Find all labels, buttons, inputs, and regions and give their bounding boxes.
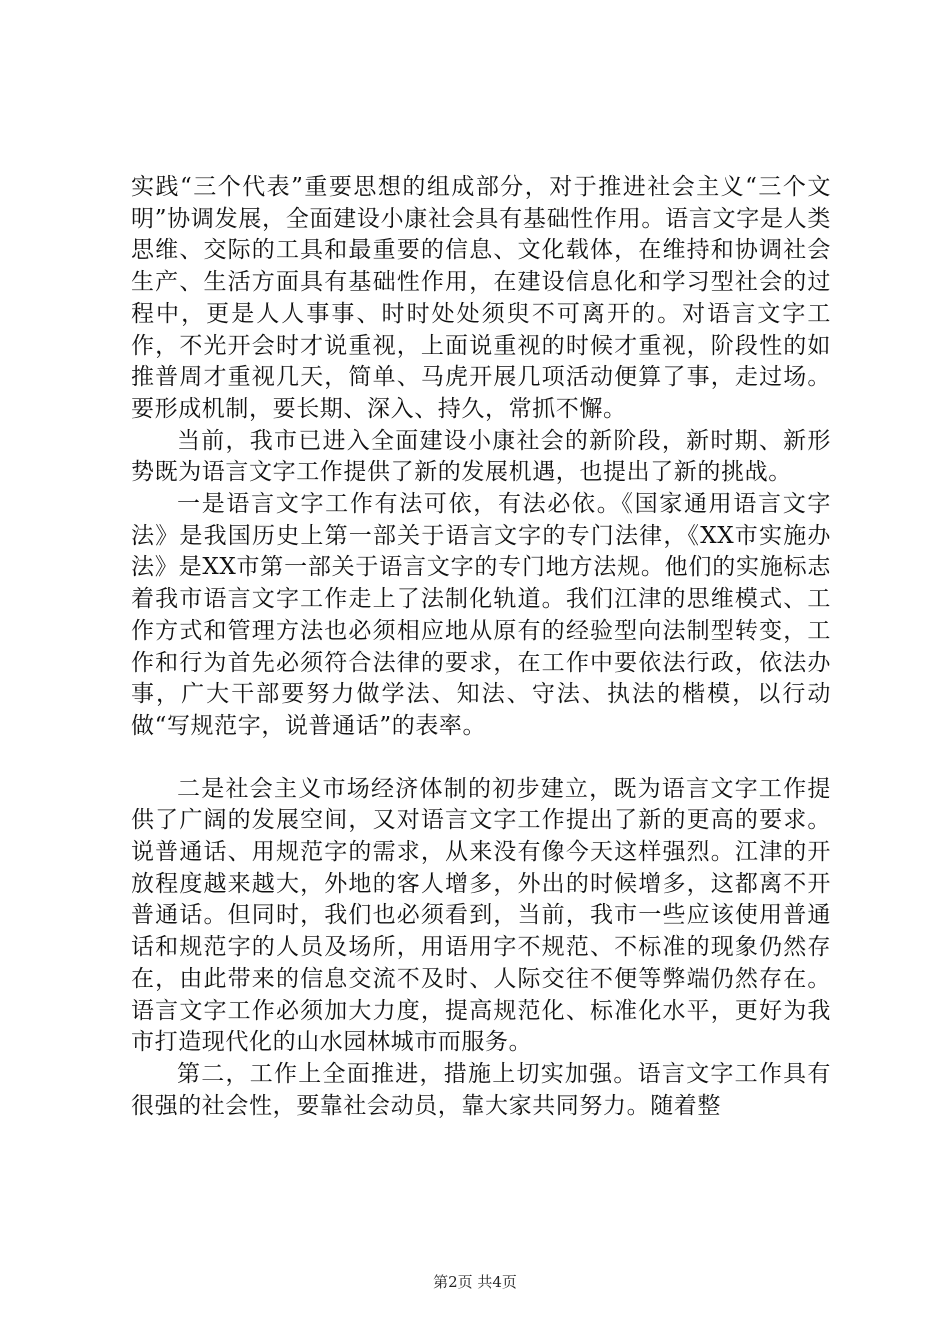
paragraph-4: 二是社会主义市场经济体制的初步建立，既为语言文字工作提供了广阔的发展空间，又对语言文字工作提出了新的更高的要求。说普通话、用规范字的需求，从来没有像今天这样强烈。江津的开放程度越来越大，外地的客人增多，外出的时候增多，这都离不开普通话。但同时，我们也必须看到，当前，我市一些应该使用普通话和规范字的人员及场所，用语用字不规范、不标准的现象仍然存在，由此带来的信息交流不及时、人际交往不便等弊端仍然存在。语言文字工作必须加大力度，提高规范化、标准化水平，更好为我市打造现代化的山水园林城市而服务。 xyxy=(131,775,831,1056)
document-body xyxy=(131,172,831,1122)
page-number-footer: 第2页 共4页 xyxy=(433,1273,517,1291)
paragraph-2: 当前，我市已进入全面建设小康社会的新阶段，新时期、新形势既为语言文字工作提供了新的发展机遇，也提出了新的挑战。 xyxy=(131,427,831,486)
paragraph-3: 一是语言文字工作有法可依，有法必依。《国家通用语言文字法》是我国历史上第一部关于语言文字的专门法律，《XX市实施办法》是XX市第一部关于语言文字的专门地方法规。他们的实施标志着我市语言文字工作走上了法制化轨道。我们江津的思维模式、工作方式和管理方法也必须相应地从原有的经验型向法制型转变，工作和行为首先必须符合法律的要求，在工作中要依法行政，依法办事，广大干部要努力做学法、知法、守法、执法的楷模，以行动做“写规范字，说普通话”的表率。 xyxy=(131,491,831,739)
paragraph-1: 实践“三个代表”重要思想的组成部分，对于推进社会主义“三个文明”协调发展，全面建设小康社会具有基础性作用。语言文字是人类思维、交际的工具和最重要的信息、文化载体，在维持和协调社会生产、生活方面具有基础性作用，在建设信息化和学习型社会的过程中，更是人人事事、时时处处须臾不可离开的。对语言文字工作，不光开会时才说重视，上面说重视的时候才重视，阶段性的如推普周才重视几天，简单、马虎开展几项活动便算了事，走过场。要形成机制，要长期、深入、持久，常抓不懈。 xyxy=(131,174,831,422)
paragraph-5: 第二，工作上全面推进，措施上切实加强。语言文字工作具有很强的社会性，要靠社会动员，靠大家共同努力。随着整 xyxy=(131,1060,831,1119)
